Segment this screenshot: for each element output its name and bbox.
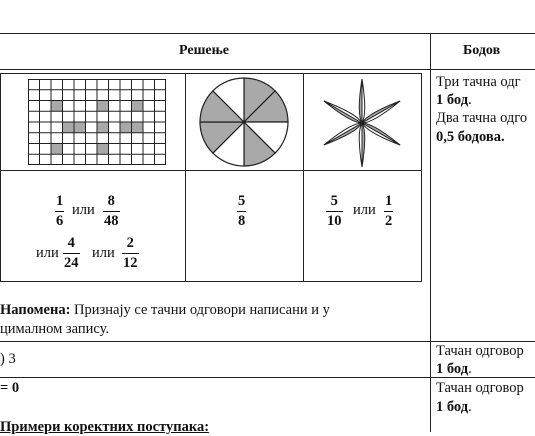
six-petal-star-shaded-icon: [307, 75, 417, 169]
fraction-5-8: 5 8: [238, 193, 246, 229]
or-word: или: [353, 202, 376, 218]
scoring-row3-line1: Тачан одговор: [436, 380, 524, 396]
header-bottom-border: [0, 69, 535, 70]
answer-row3: = 0: [0, 380, 20, 396]
scoring-row2-line1: Тачан одговор: [436, 343, 524, 359]
fraction-1-2: 1 2: [385, 193, 393, 229]
scoring-row1-line1: Три тачна одг: [436, 74, 521, 90]
scoring-row1-line4: 0,5 бодова.: [436, 129, 505, 145]
fraction-2-12: 2 12: [123, 235, 138, 271]
scoring-row1-line3: Два тачна одго: [436, 110, 528, 126]
scoring-row2-line2: 1 бод.: [436, 361, 472, 377]
scoring-row3-line2: 1 бод.: [436, 399, 472, 415]
header-points: Бодов: [463, 43, 501, 58]
rectangle-grid-shaded-icon: [28, 79, 166, 165]
circle-eighths-shaded-icon: [196, 74, 292, 170]
note-line-1: Напомена: Признају се тачни одговори написани и у: [0, 302, 330, 318]
fraction-4-24: 4 24: [64, 235, 79, 271]
table-top-border: [0, 33, 535, 34]
figures-table-midline: [0, 170, 421, 171]
row1-bottom-border: [0, 341, 535, 342]
fraction-1-6: 1 6: [56, 193, 64, 229]
or-word: или: [92, 245, 115, 261]
or-word: или: [36, 245, 59, 261]
note-label: Напомена:: [0, 302, 71, 318]
examples-heading: Примери коректних поступака:: [0, 419, 210, 435]
fraction-5-10: 5 10: [327, 193, 342, 229]
scoring-row1-line2: 1 бод.: [436, 92, 472, 108]
figures-table-col2: [303, 73, 304, 281]
answer-row2: ) 3: [0, 351, 16, 367]
or-word: или: [72, 202, 95, 218]
fraction-8-48: 8 48: [104, 193, 119, 229]
note-line-2: цималном запису.: [0, 321, 110, 337]
header-solution: Решење: [179, 43, 229, 58]
figures-table-col1: [185, 73, 186, 281]
column-divider: [430, 33, 431, 432]
